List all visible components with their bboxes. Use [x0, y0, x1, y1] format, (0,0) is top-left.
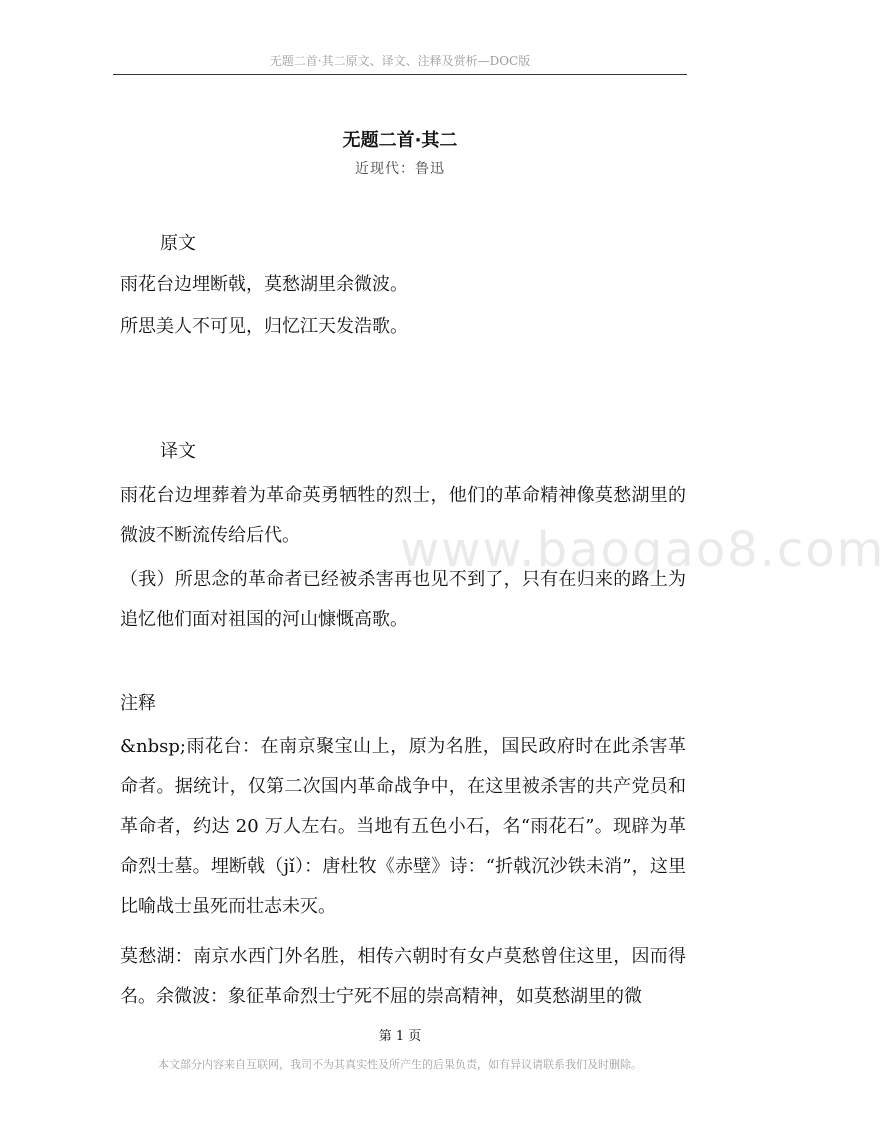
note-paragraph-1: &nbsp;雨花台：在南京聚宝山上，原为名胜，国民政府时在此杀害革命者。据统计，仅第二次国内革命战争中，在这里被杀害的共产党员和革命者，约达 20 万人左右。当地有五色小石，名“雨花石”。现辟为革命烈士墓。埋断戟（jǐ）：唐杜牧《赤壁》诗：“折戟沉沙铁未消”，这里比喻战士虽死而壮志未灭。 — [120, 736, 686, 917]
original-line-1: 雨花台边埋断戟，莫愁湖里余微波。 — [120, 274, 408, 295]
watermark-text: www.baogao8.com — [400, 522, 885, 578]
footer-disclaimer: 本文部分内容来自互联网，我司不为其真实性及所产生的后果负责，如有异议请联系我们及时删除。 — [158, 1058, 642, 1071]
notes-heading: 注释 — [120, 693, 156, 714]
poem-title: 无题二首·其二 — [342, 130, 458, 151]
page-number: 第 1 页 — [378, 1029, 422, 1044]
header-divider — [113, 74, 687, 75]
translation-paragraph-1: 雨花台边埋葬着为革命英勇牺牲的烈士，他们的革命精神像莫愁湖里的微波不断流传给后代。 — [120, 485, 686, 546]
translation-heading: 译文 — [160, 441, 196, 462]
page-header: 无题二首·其二原文、译文、注释及赏析—DOC版 — [269, 54, 531, 68]
original-line-2: 所思美人不可见，归忆江天发浩歌。 — [120, 316, 408, 337]
original-heading: 原文 — [160, 233, 196, 254]
translation-paragraph-2: （我）所思念的革命者已经被杀害再也见不到了，只有在归来的路上为追忆他们面对祖国的河山慷慨高歌。 — [120, 569, 686, 630]
note-paragraph-2: 莫愁湖：南京水西门外名胜，相传六朝时有女卢莫愁曾住这里，因而得名。余微波：象征革命烈士宁死不屈的崇高精神，如莫愁湖里的微 — [120, 946, 686, 1007]
poem-author: 近现代：鲁迅 — [355, 161, 445, 177]
